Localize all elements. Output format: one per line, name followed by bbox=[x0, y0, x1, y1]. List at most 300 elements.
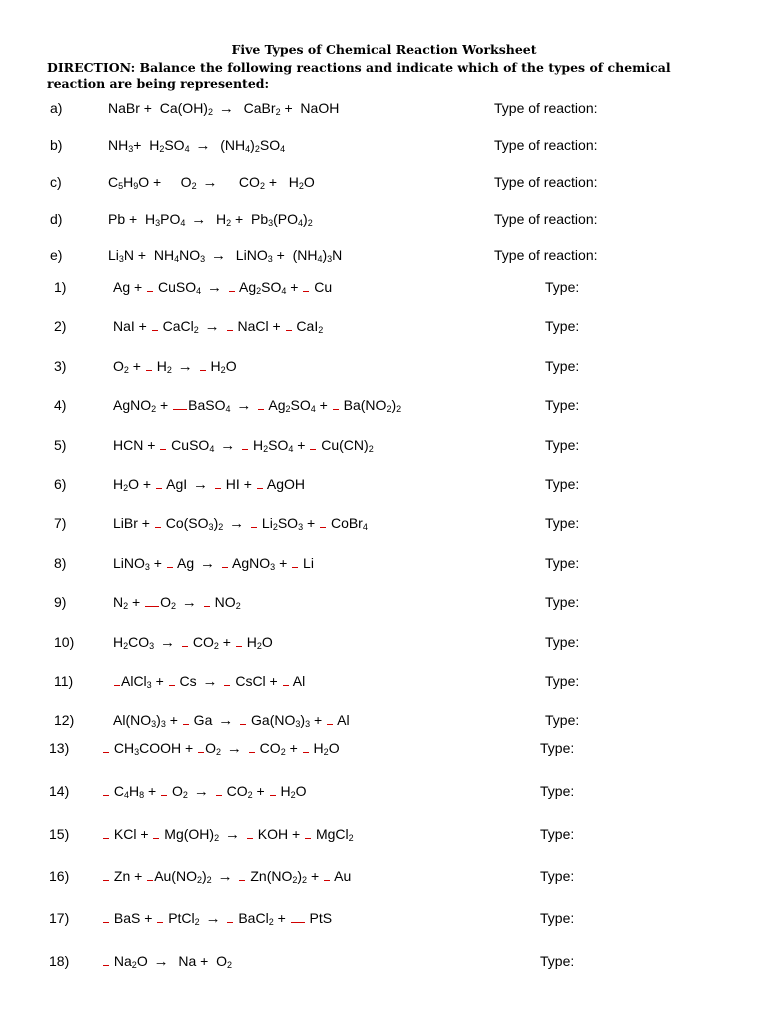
coefficient-blank bbox=[239, 879, 245, 881]
reaction-equation bbox=[108, 174, 315, 191]
equation-text bbox=[242, 826, 246, 842]
worksheet-title: Five Types of Chemical Reaction Worksheet bbox=[231, 42, 537, 57]
reaction-equation bbox=[108, 211, 313, 228]
equation-text bbox=[246, 515, 250, 531]
equation-text: O bbox=[136, 953, 152, 969]
equation-text: ) bbox=[391, 397, 397, 413]
coefficient-blank bbox=[167, 566, 173, 568]
equation-text: Cs bbox=[175, 673, 201, 689]
reaction-arrow-icon: → bbox=[207, 279, 223, 296]
coefficient-blank bbox=[200, 369, 206, 371]
equation-text: + bbox=[285, 740, 302, 756]
coefficient-blank bbox=[320, 526, 326, 528]
reaction-row bbox=[0, 515, 768, 539]
reaction-row bbox=[0, 476, 768, 500]
equation-text: CO bbox=[128, 634, 150, 650]
subscript: 2 bbox=[272, 522, 278, 532]
subscript: 2 bbox=[298, 181, 304, 191]
coefficient-blank bbox=[258, 408, 264, 410]
equation-text: + H bbox=[264, 174, 299, 190]
reaction-arrow-icon: → bbox=[193, 476, 209, 493]
subscript: 4 bbox=[288, 444, 294, 454]
equation-text: ) bbox=[250, 137, 255, 153]
equation-text: (PO bbox=[273, 211, 299, 227]
equation-text: CO bbox=[222, 783, 248, 799]
subscript: 2 bbox=[323, 747, 329, 757]
equation-text: + bbox=[303, 515, 320, 531]
subscript: 4 bbox=[245, 144, 251, 154]
reaction-row bbox=[0, 953, 768, 977]
reaction-arrow-icon: → bbox=[160, 634, 176, 651]
equation-text bbox=[235, 712, 239, 728]
reaction-equation bbox=[113, 515, 368, 532]
equation-text: ) bbox=[303, 211, 308, 227]
equation-text: ) bbox=[322, 247, 328, 263]
equation-text: + bbox=[144, 783, 161, 799]
equation-text: H bbox=[276, 783, 291, 799]
equation-text: CO bbox=[255, 740, 281, 756]
reaction-equation bbox=[113, 712, 350, 729]
coefficient-blank bbox=[204, 605, 210, 607]
equation-text: CuSO bbox=[167, 437, 210, 453]
reaction-equation bbox=[113, 318, 323, 335]
equation-text: Ag bbox=[265, 397, 286, 413]
subscript: 4 bbox=[362, 522, 368, 532]
coefficient-blank bbox=[333, 408, 339, 410]
equation-text: Co(SO bbox=[161, 515, 209, 531]
subscript: 2 bbox=[285, 404, 291, 414]
subscript: 3 bbox=[267, 254, 273, 264]
equation-text: O bbox=[328, 740, 340, 756]
equation-text: + bbox=[156, 397, 173, 413]
coefficient-blank bbox=[236, 645, 242, 647]
reaction-equation bbox=[102, 826, 354, 843]
subscript: 2 bbox=[123, 641, 129, 651]
type-label: Type: bbox=[540, 953, 575, 969]
subscript: 3 bbox=[298, 522, 304, 532]
equation-text: H bbox=[208, 211, 227, 227]
reaction-arrow-icon: → bbox=[218, 712, 234, 729]
equation-text: H bbox=[113, 634, 124, 650]
equation-text: ) bbox=[213, 515, 219, 531]
equation-text: NH bbox=[108, 137, 129, 153]
subscript: 3 bbox=[160, 719, 166, 729]
equation-text: + Pb bbox=[231, 211, 269, 227]
equation-text: O bbox=[303, 174, 315, 190]
equation-text: Zn + bbox=[110, 868, 147, 884]
coefficient-blank bbox=[160, 448, 166, 450]
coefficient-blank bbox=[222, 566, 228, 568]
reaction-row bbox=[0, 247, 768, 271]
reaction-equation bbox=[113, 476, 305, 493]
reaction-equation bbox=[102, 953, 232, 970]
equation-text: Ag + bbox=[113, 279, 147, 295]
equation-text: + bbox=[165, 712, 182, 728]
equation-text: H bbox=[123, 174, 134, 190]
reaction-label: 16) bbox=[49, 868, 70, 884]
coefficient-blank bbox=[229, 290, 235, 292]
subscript: 2 bbox=[292, 875, 298, 885]
reaction-row bbox=[0, 634, 768, 658]
reaction-row bbox=[0, 910, 768, 934]
subscript: 3 bbox=[295, 719, 301, 729]
subscript: 2 bbox=[220, 365, 226, 375]
equation-text: O + O bbox=[138, 174, 192, 190]
subscript: 3 bbox=[208, 522, 214, 532]
reaction-arrow-icon: → bbox=[224, 826, 240, 843]
equation-text bbox=[224, 279, 228, 295]
equation-text: SO bbox=[259, 137, 281, 153]
coefficient-blank bbox=[155, 526, 161, 528]
subscript: 2 bbox=[159, 144, 165, 154]
equation-text: H bbox=[249, 437, 264, 453]
equation-text: Na bbox=[110, 953, 132, 969]
reaction-label: 4) bbox=[54, 397, 67, 413]
equation-text bbox=[200, 910, 204, 926]
equation-text: N bbox=[113, 594, 124, 610]
subscript: 2 bbox=[235, 601, 241, 611]
subscript: 5 bbox=[118, 181, 124, 191]
type-label: Type: bbox=[545, 634, 580, 650]
equation-text: MgCl bbox=[312, 826, 349, 842]
subscript: 3 bbox=[155, 218, 161, 228]
equation-text: Zn(NO bbox=[246, 868, 293, 884]
equation-text: Ba(NO bbox=[339, 397, 387, 413]
type-label: Type: bbox=[545, 437, 580, 453]
coefficient-blank bbox=[292, 566, 298, 568]
equation-text: O bbox=[168, 783, 183, 799]
reaction-row bbox=[0, 279, 768, 303]
reaction-label: 14) bbox=[49, 783, 70, 799]
equation-text: AgI bbox=[163, 476, 192, 492]
coefficient-blank bbox=[270, 794, 276, 796]
reaction-arrow-icon: → bbox=[200, 555, 216, 572]
type-label: Type: bbox=[545, 673, 580, 689]
subscript: 4 bbox=[209, 444, 215, 454]
coefficient-blank bbox=[161, 794, 167, 796]
coefficient-blank bbox=[240, 723, 246, 725]
subscript: 2 bbox=[123, 483, 129, 493]
equation-text bbox=[235, 868, 239, 884]
subscript: 8 bbox=[139, 790, 145, 800]
equation-text: Ga bbox=[189, 712, 217, 728]
equation-text: AlCl bbox=[121, 673, 147, 689]
equation-text: ) bbox=[300, 712, 306, 728]
reaction-label: 6) bbox=[54, 476, 67, 492]
equation-text bbox=[195, 358, 199, 374]
reaction-row bbox=[0, 594, 768, 618]
subscript: 2 bbox=[263, 444, 269, 454]
reaction-equation bbox=[102, 910, 332, 927]
equation-text: Ag bbox=[173, 555, 199, 571]
equation-text: Cu bbox=[310, 279, 333, 295]
equation-text bbox=[217, 555, 221, 571]
coefficient-blank bbox=[152, 329, 158, 331]
reaction-label: 18) bbox=[49, 953, 70, 969]
equation-text: COOH + bbox=[139, 740, 198, 756]
equation-text bbox=[223, 910, 227, 926]
reaction-label: d) bbox=[50, 211, 63, 227]
equation-text: NaI + bbox=[113, 318, 151, 334]
equation-text: Al bbox=[334, 712, 350, 728]
reaction-label: 9) bbox=[54, 594, 67, 610]
equation-text: C bbox=[108, 174, 119, 190]
subscript: 2 bbox=[290, 790, 296, 800]
equation-text: NO bbox=[210, 594, 236, 610]
subscript: 2 bbox=[123, 365, 129, 375]
subscript: 2 bbox=[247, 790, 253, 800]
coefficient-blank bbox=[227, 921, 233, 923]
type-label: Type: bbox=[540, 783, 575, 799]
equation-text bbox=[220, 673, 224, 689]
coefficient-blank bbox=[145, 605, 159, 607]
coefficient-blank bbox=[324, 879, 330, 881]
reaction-row bbox=[0, 100, 768, 124]
reaction-label: 13) bbox=[49, 740, 70, 756]
type-label: Type: bbox=[540, 740, 575, 756]
reaction-label: a) bbox=[50, 100, 63, 116]
equation-text: CaCl bbox=[158, 318, 194, 334]
subscript: 2 bbox=[131, 960, 137, 970]
reaction-label: 2) bbox=[54, 318, 67, 334]
subscript: 2 bbox=[151, 404, 157, 414]
equation-text: Al bbox=[289, 673, 306, 689]
reaction-arrow-icon: → bbox=[218, 100, 234, 117]
reaction-label: 7) bbox=[54, 515, 67, 531]
equation-text: AgOH bbox=[263, 476, 306, 492]
coefficient-blank bbox=[114, 684, 120, 686]
reaction-label: 17) bbox=[49, 910, 70, 926]
coefficient-blank bbox=[169, 684, 175, 686]
equation-text: Mg(OH) bbox=[160, 826, 215, 842]
equation-text: + bbox=[307, 868, 324, 884]
reaction-arrow-icon: → bbox=[211, 247, 227, 264]
type-label: Type: bbox=[545, 358, 580, 374]
reaction-equation bbox=[108, 137, 285, 154]
reaction-equation bbox=[113, 397, 401, 414]
reaction-arrow-icon: → bbox=[217, 868, 233, 885]
reaction-row bbox=[0, 868, 768, 892]
equation-text: + bbox=[151, 673, 168, 689]
equation-text: LiNO bbox=[113, 555, 145, 571]
subscript: 3 bbox=[146, 680, 152, 690]
subscript: 2 bbox=[123, 601, 129, 611]
equation-text: SO bbox=[268, 437, 289, 453]
equation-text: ) bbox=[156, 712, 161, 728]
subscript: 2 bbox=[348, 833, 354, 843]
coefficient-blank bbox=[216, 794, 222, 796]
reaction-arrow-icon: → bbox=[220, 437, 236, 454]
equation-text: + bbox=[310, 712, 327, 728]
equation-text: Au(NO bbox=[154, 868, 197, 884]
equation-text: + bbox=[275, 555, 292, 571]
reaction-label: 11) bbox=[54, 673, 74, 689]
equation-text: + bbox=[273, 910, 290, 926]
subscript: 2 bbox=[194, 917, 200, 927]
subscript: 4 bbox=[225, 404, 231, 414]
reaction-row bbox=[0, 673, 768, 697]
subscript: 4 bbox=[184, 144, 190, 154]
coefficient-blank bbox=[103, 751, 109, 753]
equation-text: SO bbox=[290, 397, 311, 413]
equation-text: NaCl + bbox=[233, 318, 285, 334]
type-label: Type: bbox=[540, 868, 575, 884]
equation-text: H bbox=[152, 358, 167, 374]
reaction-equation bbox=[102, 783, 306, 800]
equation-text: Ag bbox=[235, 279, 257, 295]
reaction-row bbox=[0, 712, 768, 736]
reaction-row bbox=[0, 826, 768, 850]
equation-text bbox=[177, 634, 181, 650]
equation-text: SO bbox=[277, 515, 299, 531]
reaction-arrow-icon: → bbox=[153, 953, 169, 970]
subscript: 2 bbox=[196, 875, 202, 885]
subscript: 3 bbox=[128, 144, 134, 154]
type-label: Type of reaction: bbox=[494, 211, 598, 227]
equation-text: H bbox=[113, 476, 124, 492]
subscript: 2 bbox=[256, 641, 262, 651]
reaction-arrow-icon: → bbox=[226, 740, 242, 757]
reaction-arrow-icon: → bbox=[193, 783, 209, 800]
subscript: 2 bbox=[182, 790, 188, 800]
subscript: 2 bbox=[218, 522, 224, 532]
coefficient-blank bbox=[291, 921, 305, 923]
equation-text: + bbox=[128, 358, 145, 374]
equation-text: KCl + bbox=[110, 826, 153, 842]
reaction-label: 1) bbox=[54, 279, 67, 295]
reaction-arrow-icon: → bbox=[202, 673, 218, 690]
type-label: Type of reaction: bbox=[494, 137, 598, 153]
equation-text bbox=[211, 783, 215, 799]
equation-text: KOH + bbox=[253, 826, 305, 842]
equation-text: + bbox=[293, 437, 310, 453]
reaction-arrow-icon: → bbox=[205, 910, 221, 927]
equation-text: Li bbox=[108, 247, 119, 263]
equation-text: Li bbox=[258, 515, 273, 531]
equation-text: SO bbox=[164, 137, 185, 153]
coefficient-blank bbox=[251, 526, 257, 528]
reaction-arrow-icon: → bbox=[202, 174, 218, 191]
equation-text: AgNO bbox=[113, 397, 152, 413]
reaction-row bbox=[0, 740, 768, 764]
equation-text: CaBr bbox=[235, 100, 276, 116]
reaction-arrow-icon: → bbox=[177, 358, 193, 375]
type-label: Type: bbox=[540, 910, 575, 926]
reaction-equation bbox=[102, 740, 340, 757]
reaction-equation bbox=[113, 555, 314, 572]
reaction-label: 3) bbox=[54, 358, 67, 374]
reaction-row bbox=[0, 397, 768, 421]
reaction-row bbox=[0, 437, 768, 461]
subscript: 2 bbox=[206, 875, 212, 885]
subscript: 2 bbox=[307, 218, 313, 228]
equation-text: + (NH bbox=[272, 247, 318, 263]
equation-text bbox=[212, 868, 216, 884]
subscript: 2 bbox=[216, 747, 222, 757]
reaction-arrow-icon: → bbox=[204, 318, 220, 335]
reaction-label: e) bbox=[50, 247, 63, 263]
subscript: 4 bbox=[174, 254, 180, 264]
type-label: Type: bbox=[545, 712, 580, 728]
reaction-arrow-icon: → bbox=[229, 515, 245, 532]
coefficient-blank bbox=[147, 290, 153, 292]
reaction-row bbox=[0, 174, 768, 198]
subscript: 3 bbox=[268, 218, 274, 228]
subscript: 2 bbox=[166, 365, 172, 375]
coefficient-blank bbox=[183, 723, 189, 725]
subscript: 3 bbox=[134, 747, 140, 757]
coefficient-blank bbox=[157, 921, 163, 923]
equation-text: AgNO bbox=[228, 555, 271, 571]
coefficient-blank bbox=[173, 408, 187, 410]
subscript: 4 bbox=[298, 218, 304, 228]
equation-text: + bbox=[315, 397, 332, 413]
type-label: Type of reaction: bbox=[494, 174, 598, 190]
subscript: 3 bbox=[118, 254, 124, 264]
reaction-label: 8) bbox=[54, 555, 67, 571]
coefficient-blank bbox=[215, 487, 221, 489]
coefficient-blank bbox=[305, 837, 311, 839]
subscript: 4 bbox=[310, 404, 316, 414]
coefficient-blank bbox=[182, 645, 188, 647]
equation-text: Na + O bbox=[170, 953, 228, 969]
subscript: 4 bbox=[180, 218, 186, 228]
equation-text: H bbox=[206, 358, 221, 374]
equation-text: CH bbox=[110, 740, 135, 756]
equation-text: BaSO bbox=[188, 397, 226, 413]
subscript: 3 bbox=[327, 254, 333, 264]
equation-text: O + bbox=[128, 476, 155, 492]
coefficient-blank bbox=[198, 751, 204, 753]
equation-text: BaCl bbox=[234, 910, 269, 926]
reaction-equation bbox=[113, 673, 305, 690]
equation-text: PO bbox=[160, 211, 181, 227]
direction-text: DIRECTION: Balance the following reactions and indicate which of the types of chemical reaction are being represented: bbox=[47, 60, 671, 91]
reaction-arrow-icon: → bbox=[191, 211, 207, 228]
equation-text: LiBr + bbox=[113, 515, 154, 531]
equation-text bbox=[253, 397, 257, 413]
subscript: 3 bbox=[144, 562, 150, 572]
reaction-equation bbox=[113, 594, 241, 611]
subscript: 2 bbox=[256, 286, 262, 296]
equation-text: H bbox=[309, 740, 324, 756]
subscript: 2 bbox=[302, 875, 308, 885]
equation-text: (NH bbox=[212, 137, 246, 153]
type-label: Type: bbox=[545, 397, 580, 413]
type-label: Type of reaction: bbox=[494, 247, 598, 263]
reaction-label: 5) bbox=[54, 437, 67, 453]
coefficient-blank bbox=[249, 751, 255, 753]
coefficient-blank bbox=[103, 879, 109, 881]
coefficient-blank bbox=[286, 329, 292, 331]
reaction-label: 12) bbox=[54, 712, 75, 728]
coefficient-blank bbox=[310, 448, 316, 450]
reaction-row bbox=[0, 783, 768, 807]
coefficient-blank bbox=[103, 964, 109, 966]
subscript: 2 bbox=[396, 404, 402, 414]
equation-text: + bbox=[149, 555, 166, 571]
coefficient-blank bbox=[257, 487, 263, 489]
equation-text: CsCl + bbox=[231, 673, 282, 689]
subscript: 4 bbox=[280, 144, 286, 154]
equation-text bbox=[199, 594, 203, 610]
reaction-label: c) bbox=[50, 174, 62, 190]
coefficient-blank bbox=[156, 487, 162, 489]
coefficient-blank bbox=[242, 448, 248, 450]
equation-text: Au bbox=[331, 868, 352, 884]
subscript: 2 bbox=[214, 833, 220, 843]
reaction-label: 15) bbox=[49, 826, 70, 842]
